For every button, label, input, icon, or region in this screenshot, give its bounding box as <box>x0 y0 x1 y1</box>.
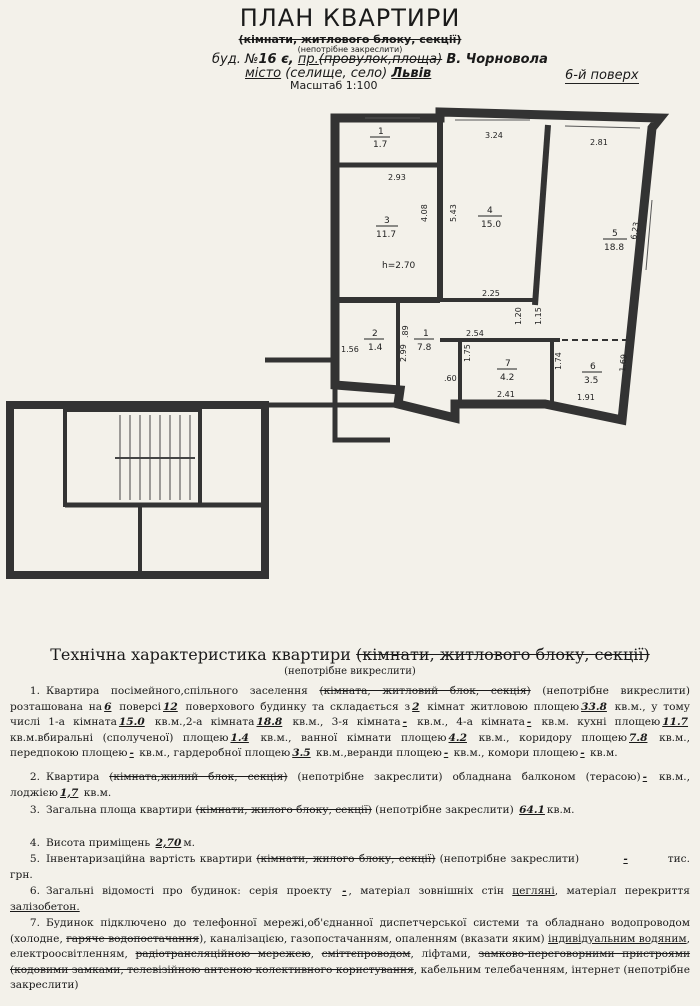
tech-p5-num: 5. <box>29 853 40 865</box>
dim-12: .89 <box>401 325 410 338</box>
tech-p7-s1: гаряче водопостачання <box>66 932 200 945</box>
tech-p1-t5: кімнат житловою площею <box>427 700 580 713</box>
dim-18: 2.41 <box>497 390 515 399</box>
tech-p1-t7: кв.м.,2-а кімната <box>154 716 255 729</box>
scale-label: Масштаб 1:100 <box>290 79 378 92</box>
dim-7: 2.25 <box>482 289 500 298</box>
tech-p3-total: 64.1 <box>519 804 545 816</box>
tech-p1-ver: - <box>443 747 449 760</box>
room-5-num: 5 <box>612 229 618 239</box>
subtitle-note: (непотрібне закреслити) <box>297 45 403 54</box>
tech-p1-hall: - <box>129 747 134 760</box>
wall-stair-block <box>10 405 265 575</box>
address-line <box>212 52 548 67</box>
tech-p1-s1: (кімната, житловий блок, секція) <box>319 685 531 697</box>
room-6-num: 6 <box>590 362 596 372</box>
room-2-num: 2 <box>372 329 378 339</box>
tech-p6-series: - <box>342 885 347 897</box>
tech-p5-cost: - <box>623 853 628 865</box>
tech-p6-walls: цегляні <box>512 885 555 897</box>
header-building_prefix: буд. № <box>212 52 259 67</box>
dim-3: 2.93 <box>388 173 406 182</box>
dim-13: 2.99 <box>399 344 408 362</box>
tech-p1-t11: кв.м.вбиральні (сполученої) площею <box>10 731 229 744</box>
room-1-area: 1.7 <box>373 140 388 150</box>
dim-6: 6.23 <box>629 221 642 241</box>
tech-p3-t2: (непотрібне закреслити) <box>375 804 514 816</box>
tech-item-6 <box>10 884 690 915</box>
tech-p7-t3: , електроосвітленням, <box>10 932 691 961</box>
tech-item-3 <box>10 803 690 819</box>
tech-p5-t1: Інвентаризаційна вартість квартири <box>46 853 253 865</box>
room-7-num: 7 <box>505 359 511 369</box>
tech-p7-heat: індивідуальним водяним <box>548 932 687 945</box>
dim-9: 1.20 <box>514 307 523 325</box>
room-5-area: 18.8 <box>604 243 625 253</box>
dim-11: 1.56 <box>341 345 359 354</box>
tech-p5-s1: (кімнати, жилого блоку, секції) <box>256 853 436 865</box>
room-4-num: 4 <box>487 206 493 216</box>
header-city_struck: (селище, село) <box>285 66 388 81</box>
dim-1: 3.24 <box>485 131 503 140</box>
dim-8: 2.54 <box>466 329 484 338</box>
tech-p3-t3: кв.м. <box>546 804 575 816</box>
tech-p2-balcony: - <box>642 771 648 783</box>
tech-p1-ward: 3.5 <box>292 747 311 760</box>
tech-p7-s3: сміттєпроводом <box>321 948 411 961</box>
room-4-area: 15.0 <box>481 220 502 230</box>
room-3-area: 11.7 <box>376 230 397 240</box>
tech-item-4 <box>10 836 690 852</box>
tech-p7-s4: замково-переговорними пристроями (кодовими замками, телевізійною антеною колективного користування <box>10 948 691 976</box>
tech-p1-t3: поверсі <box>119 700 161 713</box>
tech-note: (непотрібне викреслити) <box>284 666 416 677</box>
stairs <box>115 415 195 500</box>
dim-14: 1.75 <box>463 344 472 362</box>
tech-title: Технічна характеристика квартири <box>50 645 351 664</box>
tech-title_struck: (кімнати, житлового блоку, секції) <box>356 645 650 664</box>
tech-item-1 <box>10 684 690 762</box>
floor-plan <box>0 95 700 610</box>
subtitle-struck: (кімнати, житлового блоку, секції) <box>238 33 462 46</box>
tech-p5-t2: (непотрібне закреслити) <box>439 853 580 865</box>
tech-p1-t8: кв.м., 3-я кімната <box>292 716 401 729</box>
tech-p2-t1: Квартира <box>46 771 100 783</box>
tech-p1-t13: кв.м., коридору площею <box>478 731 628 744</box>
tech-p2-s1: (кімната,жилий блок, секція) <box>109 771 288 783</box>
tech-p1-rooms: 2 <box>412 700 420 713</box>
tech-p1-floor: 6 <box>104 700 112 713</box>
tech-p4-t2: м. <box>183 837 195 849</box>
dim-17: .60 <box>444 374 457 383</box>
room-2-area: 1.4 <box>368 343 383 353</box>
header-street_type_struck: (провулок,площа) <box>318 52 443 67</box>
tech-p1-wc: 1.4 <box>230 731 249 744</box>
tech-p1-living: 33.8 <box>581 700 607 713</box>
room-1b-area: 7.8 <box>417 343 432 353</box>
tech-p7-t2: ), каналізацією, газопостачанням, опаленням (вказати яким) <box>199 932 545 945</box>
tech-p1-kitchen: 11.7 <box>662 716 689 729</box>
tech-p4-num: 4. <box>29 837 40 849</box>
tech-p1-r1: 15.0 <box>118 716 145 729</box>
tech-p1-t15: кв.м., гардеробної площею <box>139 747 291 760</box>
tech-p1-r2: 18.8 <box>256 716 283 729</box>
tech-p6-t3: , матеріал перекриття <box>554 885 690 897</box>
tech-p1-t16: кв.м.,веранди площею <box>316 747 442 760</box>
tech-p1-t9: кв.м., 4-а кімната <box>417 716 525 729</box>
room-1b-num: 1 <box>423 329 429 339</box>
wall-r4-r5 <box>535 125 548 305</box>
tech-p1-t1: Квартира посімейного,спільного заселення <box>46 685 308 697</box>
tech-p1-t12: кв.м., ванної кімнати площею <box>260 731 447 744</box>
tech-p7-t6: , кабельним телебаченням, інтернет (непотрібне закреслити) <box>10 963 691 992</box>
dim-4: 4.08 <box>420 204 429 222</box>
room-6-area: 3.5 <box>584 376 599 386</box>
dim-10: 1.15 <box>534 307 543 325</box>
ceiling-height: h=2.70 <box>382 261 416 271</box>
walls <box>10 112 660 575</box>
tech-p1-floors: 12 <box>163 700 178 713</box>
tech-p7-t5: , ліфтами, <box>410 948 471 961</box>
tech-p1-r4: - <box>526 716 532 729</box>
tech-p1-t10: кв.м. кухні площею <box>541 716 661 729</box>
tech-p2-t4: кв.м. <box>83 786 112 799</box>
tech-p6-t1: Загальні відомості про будинок: серія проекту <box>46 885 332 897</box>
tech-p5-t3: тис. грн. <box>10 853 690 881</box>
tech-item-2 <box>10 770 690 801</box>
tech-p6-slab: залізобетон. <box>10 900 80 913</box>
tech-p7-s2: радіотрансляційною мережею <box>135 948 311 961</box>
tech-p2-loggia: 1,7 <box>59 786 79 799</box>
tech-p2-t2: (непотрібне закреслити) обладнана балконом (терасою) <box>297 771 641 783</box>
tech-p1-t6: кв.м., у тому числі 1-а кімната <box>10 700 690 729</box>
tech-p4-height: 2,70 <box>155 837 182 849</box>
room-7-area: 4.2 <box>500 373 515 383</box>
tech-p1-stor: - <box>580 747 585 760</box>
tech-p1-r3: - <box>402 716 407 729</box>
tech-p4-t1: Висота приміщень <box>46 837 151 849</box>
tech-p7-t4: , <box>310 948 314 961</box>
tech-p1-corr: 7.8 <box>629 731 648 744</box>
header-street_name: В. Чорновола <box>446 52 548 67</box>
tech-item-7 <box>10 916 690 994</box>
tech-p1-t18: кв.м. <box>590 747 618 760</box>
tech-p6-t2: , матеріал зовнішніх стін <box>348 885 504 897</box>
tech-p6-num: 6. <box>29 885 40 897</box>
page-title: ПЛАН КВАРТИРИ <box>239 4 461 32</box>
tech-p1-num: 1. <box>29 685 40 697</box>
dim-19: 1.91 <box>577 393 595 402</box>
header-city: Львів <box>391 66 432 81</box>
tech-p1-t17: кв.м., комори площею <box>453 747 579 760</box>
tech-p1-t2: (непотрібне викреслити) розташована на <box>10 685 690 713</box>
dim-15: 1.74 <box>554 352 563 370</box>
tech-p1-t14: кв.м., передпокою площею <box>10 731 691 760</box>
dim-16: 1.69 <box>618 353 629 373</box>
tech-p1-bath: 4.2 <box>448 731 467 744</box>
tech-p3-num: 3. <box>29 804 40 816</box>
tech-title <box>0 645 700 664</box>
tech-p2-num: 2. <box>29 771 40 783</box>
tech-p7-t1: Будинок підключено до телефонної мережі,об'єднанної диспетчерської системи та обладнано водопроводом (холодне, <box>10 917 690 945</box>
header-building_no: 16 є, <box>258 52 294 67</box>
dim-5: 5.43 <box>449 204 458 222</box>
room-3-num: 3 <box>384 216 390 226</box>
tech-p2-t3: кв.м., лоджією <box>10 771 690 799</box>
header-city_prefix: місто <box>245 66 282 81</box>
room-1-num: 1 <box>378 127 384 137</box>
dim-2: 2.81 <box>590 138 608 147</box>
tech-item-5 <box>10 852 690 883</box>
tech-p3-s1: (кімнати, жилого блоку, секції) <box>195 804 372 816</box>
floor-label: 6-й поверх <box>565 68 639 83</box>
header-street_type: пр. <box>297 52 319 67</box>
tech-p1-t4: поверхового будинку та складається з <box>185 700 411 713</box>
tech-p3-t1: Загальна площа квартири <box>46 804 193 816</box>
tech-p7-num: 7. <box>29 917 40 929</box>
